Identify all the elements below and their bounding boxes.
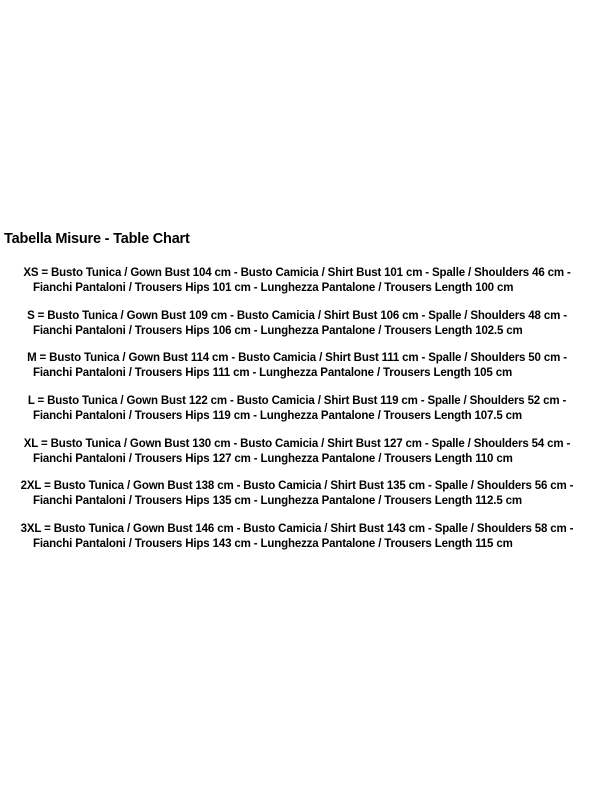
- size-measurements-line1: Busto Tunica / Gown Bust 114 cm - Busto Camicia / Shirt Bust 111 cm - Spalle / Shoulders 50 cm -: [49, 352, 567, 365]
- size-measurements-line1: Busto Tunica / Gown Bust 146 cm - Busto Camicia / Shirt Bust 143 cm - Spalle / Shoulders 58 cm -: [53, 522, 574, 535]
- size-entry-2xl: [0, 479, 600, 522]
- size-measurements-line1: Busto Tunica / Gown Bust 138 cm - Busto Camicia / Shirt Bust 135 cm - Spalle / Shoulders 56 cm -: [53, 480, 574, 493]
- size-measurements-line2: Fianchi Pantaloni / Trousers Hips 135 cm - Lunghezza Pantalone / Trousers Length 112.5 cm: [33, 495, 522, 508]
- size-measurements-line1: Busto Tunica / Gown Bust 130 cm - Busto Camicia / Shirt Bust 127 cm - Spalle / Shoulders 54 cm -: [50, 437, 571, 450]
- size-entry-3xl: [0, 522, 600, 565]
- size-entry-s: [0, 309, 600, 352]
- size-code: 3XL =: [21, 523, 54, 535]
- size-measurements-line1: Busto Tunica / Gown Bust 122 cm - Busto Camicia / Shirt Bust 119 cm - Spalle / Shoulders 52 cm -: [47, 394, 567, 407]
- size-code: M =: [27, 352, 49, 364]
- size-code: L =: [28, 395, 47, 407]
- page-title: Tabella Misure - Table Chart: [4, 231, 190, 247]
- size-measurements-line1: Busto Tunica / Gown Bust 109 cm - Busto Camicia / Shirt Bust 106 cm - Spalle / Shoulders 48 cm -: [47, 309, 567, 322]
- size-list: [0, 266, 600, 565]
- size-entry-xs: [0, 266, 600, 309]
- size-measurements-line2: Fianchi Pantaloni / Trousers Hips 101 cm - Lunghezza Pantalone / Trousers Length 100 cm: [33, 282, 514, 294]
- size-measurements-line2: Fianchi Pantaloni / Trousers Hips 119 cm - Lunghezza Pantalone / Trousers Length 107.5 cm: [33, 409, 522, 422]
- size-entry-xl: [0, 437, 600, 480]
- size-entry-m: [0, 351, 600, 394]
- size-measurements-line2: Fianchi Pantaloni / Trousers Hips 111 cm - Lunghezza Pantalone / Trousers Length 105 cm: [33, 367, 513, 380]
- size-measurements-line2: Fianchi Pantaloni / Trousers Hips 143 cm - Lunghezza Pantalone / Trousers Length 115 cm: [33, 537, 513, 550]
- size-code: S =: [27, 310, 47, 322]
- size-code: 2XL =: [21, 480, 54, 492]
- size-code: XL =: [24, 438, 51, 450]
- size-code: XS =: [23, 267, 51, 279]
- size-entry-l: [0, 394, 600, 437]
- size-measurements-line2: Fianchi Pantaloni / Trousers Hips 127 cm - Lunghezza Pantalone / Trousers Length 110 cm: [33, 452, 513, 465]
- size-measurements-line2: Fianchi Pantaloni / Trousers Hips 106 cm - Lunghezza Pantalone / Trousers Length 102.5 cm: [33, 324, 523, 337]
- size-measurements-line1: Busto Tunica / Gown Bust 104 cm - Busto Camicia / Shirt Bust 101 cm - Spalle / Shoulders 46 cm -: [51, 267, 571, 279]
